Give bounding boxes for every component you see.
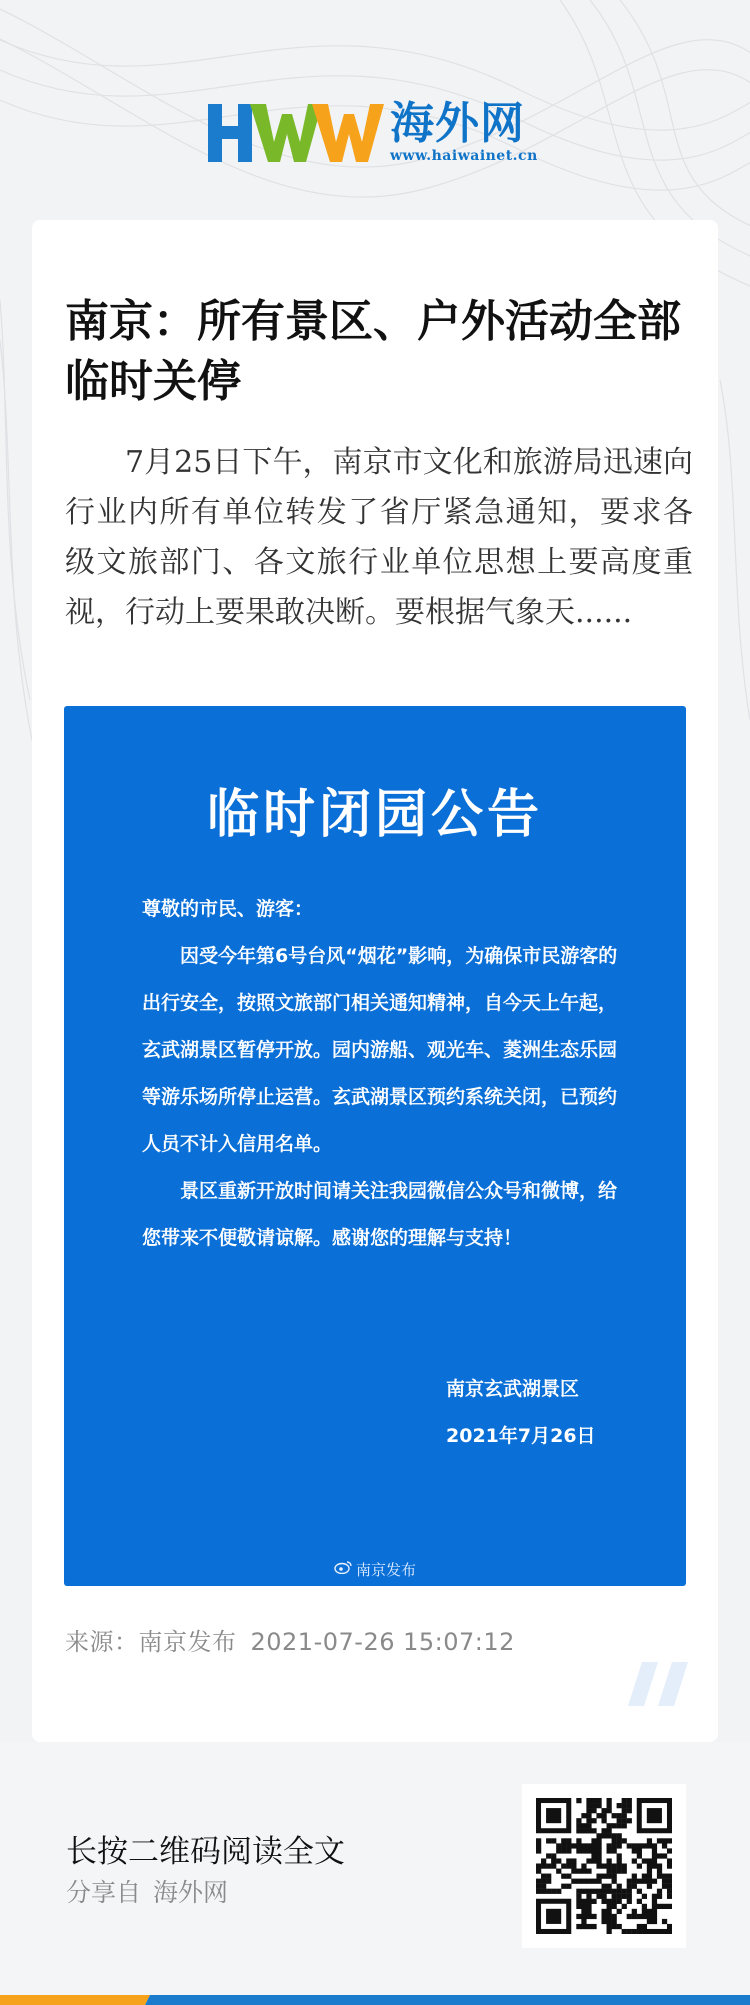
bottom-color-bar <box>0 1995 750 2005</box>
site-logo[interactable] <box>208 96 538 168</box>
notice-title: 临时闭园公告 <box>206 785 543 845</box>
source-name: 南京发布 <box>138 1628 237 1656</box>
qr-code-icon <box>536 1798 672 1934</box>
logo-url: www.haiwainet.cn <box>390 148 538 164</box>
share-site: 海外网 <box>153 1878 229 1907</box>
notice-greeting: 尊敬的市民、游客： <box>142 898 314 920</box>
footer-instruction: 长按二维码阅读全文 <box>66 1834 345 1870</box>
article-title: 南京：所有景区、户外活动全部临时关停 <box>65 296 681 407</box>
article-summary: 7月25日下午，南京市文化和旅游局迅速向行业内所有单位转发了省厅紧急通知，要求各级文旅部门、各文旅行业单位思想上要高度重视，行动上要果敢决断。要根据气象天...... <box>65 445 693 630</box>
logo-text <box>390 100 538 164</box>
slash-decoration-icon <box>628 1662 690 1706</box>
notice-image[interactable] <box>64 706 686 1586</box>
notice-paragraph: 因受今年第6号台风“烟花”影响，为确保市民游客的出行安全，按照文旅部门相关通知精神，自今天上午起，玄武湖景区暂停开放。园内游船、观光车、菱洲生态乐园等游乐场所停止运营。玄武湖景区预约系统关闭，已预约人员不计入信用名单。 <box>142 945 618 1155</box>
article-meta <box>65 1622 529 1657</box>
qr-code[interactable] <box>522 1784 686 1948</box>
footer-share <box>66 1873 240 1909</box>
share-label: 分享自 <box>66 1878 142 1907</box>
weibo-icon <box>334 1560 352 1574</box>
notice-signature: 南京玄武湖景区 <box>446 1378 580 1400</box>
notice-body <box>142 886 622 1262</box>
notice-signature-block <box>446 1366 596 1460</box>
notice-paragraph: 景区重新开放时间请关注我园微信公众号和微博，给您带来不便敬请谅解。感谢您的理解与支持！ <box>142 1180 618 1249</box>
hww-logo-icon <box>208 100 384 164</box>
logo-chinese-name: 海外网 <box>390 98 525 149</box>
notice-date: 2021年7月26日 <box>446 1425 596 1447</box>
article-card <box>32 220 718 1742</box>
publish-time: 2021-07-26 15:07:12 <box>250 1628 515 1656</box>
notice-watermark <box>64 1559 686 1580</box>
source-label: 来源： <box>65 1628 139 1656</box>
watermark-text: 南京发布 <box>355 1561 416 1579</box>
footer <box>0 1742 750 2005</box>
